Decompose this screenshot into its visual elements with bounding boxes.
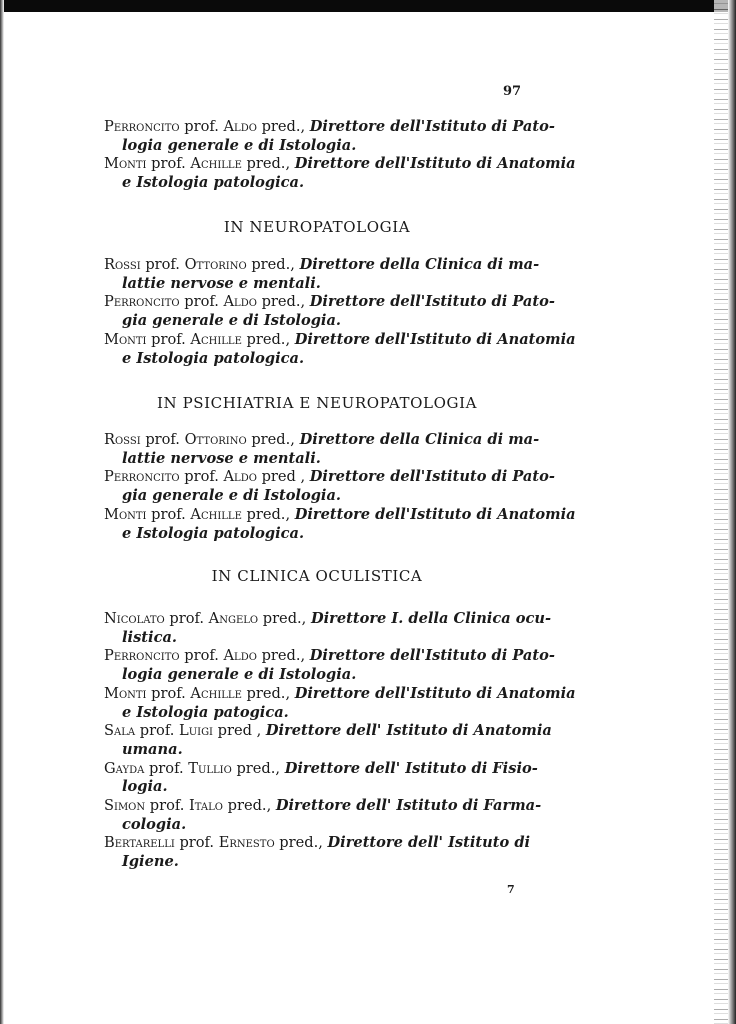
position-title: Direttore dell'Istituto di Anatomia (294, 155, 576, 173)
given-name: Ottorino (184, 256, 247, 273)
given-name: Ottorino (184, 431, 247, 448)
faculty-entry (104, 647, 555, 684)
given-name: Luigi (179, 722, 214, 740)
given-name: Tullio (188, 759, 232, 777)
surname: Monti (104, 684, 147, 702)
entry-continuation: logia. (122, 778, 168, 796)
entry-first-line (104, 797, 542, 816)
scan-top-border (0, 0, 736, 12)
given-name: Aldo (223, 293, 257, 311)
position-title: Direttore dell' Istituto di Fisio- (284, 759, 538, 777)
prof-label: prof. (151, 684, 186, 702)
prof-label: prof. (184, 647, 219, 665)
position-title: Direttore dell'Istituto di Pato- (309, 293, 555, 311)
given-name: Italo (189, 797, 223, 815)
faculty-entry (104, 155, 576, 192)
faculty-entry (104, 610, 552, 647)
entry-first-line (104, 118, 555, 137)
entry-continuation: e Istologia patologica. (122, 524, 305, 542)
entry-first-line (104, 610, 552, 629)
prof-label: prof. (184, 118, 219, 135)
entry-first-line (104, 722, 552, 741)
prof-label: prof. (151, 330, 186, 348)
pred-label: pred., (279, 834, 323, 852)
given-name: Achille (190, 155, 242, 173)
given-name: Aldo (223, 118, 257, 135)
surname: Gayda (104, 759, 145, 777)
section-clinica-oculistica (104, 610, 576, 872)
pred-label: pred., (262, 610, 307, 627)
surname: Monti (104, 505, 147, 523)
position-title: Direttore dell'Istituto di Anatomia (294, 505, 576, 523)
faculty-entry (104, 330, 576, 368)
pred-label: pred., (246, 684, 291, 702)
pred-label: pred , (261, 468, 306, 486)
surname: Rossi (104, 431, 141, 448)
entry-first-line (104, 293, 555, 312)
entry-first-line (104, 256, 540, 275)
pred-label: pred., (251, 256, 295, 273)
scan-left-edge (0, 0, 4, 1024)
given-name: Aldo (223, 468, 257, 486)
pred-label: pred., (261, 647, 306, 665)
entry-first-line (104, 505, 576, 525)
position-title: Direttore dell'Istituto di Anatomia (294, 330, 576, 348)
signature-mark: 7 (507, 883, 515, 896)
entry-first-line (104, 684, 576, 704)
section-intro (104, 118, 576, 193)
surname: Perroncito (104, 118, 180, 135)
pred-label: pred., (246, 330, 291, 348)
pred-label: pred., (261, 118, 306, 135)
faculty-entry (104, 293, 555, 330)
entry-first-line (104, 431, 540, 450)
surname: Perroncito (104, 468, 180, 486)
scan-right-shadow (728, 0, 736, 1024)
surname: Bertarelli (104, 834, 175, 852)
given-name: Aldo (223, 647, 257, 665)
faculty-entry (104, 722, 552, 759)
prof-label: prof. (139, 722, 175, 740)
heading-psichiatria: IN PSICHIATRIA E NEUROPATOLOGIA (156, 394, 478, 412)
surname: Sala (104, 722, 136, 740)
surname: Simon (104, 797, 146, 815)
given-name: Ernesto (218, 834, 275, 852)
section-neuropatologia (104, 256, 576, 368)
surname: Nicolato (104, 610, 165, 627)
entry-continuation: e Istologia patologica. (122, 174, 305, 192)
position-title: Direttore dell'Istituto di Anatomia (294, 684, 576, 702)
given-name: Angelo (208, 610, 259, 627)
pred-label: pred., (246, 505, 291, 523)
entry-continuation: umana. (122, 740, 183, 758)
entry-first-line (104, 647, 555, 666)
section-psichiatria (104, 431, 576, 543)
position-title: Direttore dell'Istituto di Pato- (309, 647, 555, 665)
entry-continuation: listica. (122, 628, 178, 646)
prof-label: prof. (179, 834, 215, 852)
entry-first-line (104, 834, 530, 853)
entry-continuation: gia generale e di Istologia. (122, 312, 341, 330)
entry-continuation: logia generale e di Istologia. (122, 136, 357, 154)
pred-label: pred., (227, 797, 272, 815)
given-name: Achille (190, 684, 242, 702)
entry-continuation: logia generale e di Istologia. (122, 666, 357, 684)
entry-continuation: lattie nervose e mentali. (122, 274, 321, 292)
entry-continuation: lattie nervose e mentali. (122, 449, 321, 467)
position-title: Direttore dell'Istituto di Pato- (309, 468, 555, 486)
position-title: Direttore dell'Istituto di Pato- (309, 118, 555, 135)
prof-label: prof. (184, 468, 219, 486)
position-title: Direttore I. della Clinica ocu- (310, 610, 552, 627)
entry-continuation: cologia. (122, 815, 187, 833)
pred-label: pred., (251, 431, 295, 448)
prof-label: prof. (151, 505, 186, 523)
pred-label: pred., (261, 293, 306, 311)
entry-first-line (104, 468, 555, 487)
prof-label: prof. (169, 610, 205, 627)
surname: Perroncito (104, 647, 180, 665)
entry-first-line (104, 155, 576, 174)
page-number: 97 (503, 84, 522, 99)
position-title: Direttore dell' Istituto di Anatomia (265, 722, 552, 740)
faculty-entry (104, 118, 555, 155)
heading-neuropatologia: IN NEUROPATOLOGIA (223, 218, 411, 236)
given-name: Achille (190, 330, 242, 348)
prof-label: prof. (148, 759, 184, 777)
faculty-entry (104, 759, 538, 797)
surname: Monti (104, 330, 147, 348)
entry-continuation: e Istologia patologica. (122, 349, 305, 367)
given-name: Achille (190, 505, 242, 523)
entry-continuation: gia generale e di Istologia. (122, 487, 341, 505)
surname: Perroncito (104, 293, 180, 311)
position-title: Direttore della Clinica di ma- (299, 256, 540, 273)
faculty-entry (104, 684, 576, 722)
faculty-entry (104, 834, 530, 871)
entry-first-line (104, 330, 576, 350)
pred-label: pred , (217, 722, 262, 740)
position-title: Direttore dell' Istituto di (327, 834, 531, 852)
faculty-entry (104, 431, 540, 468)
prof-label: prof. (151, 155, 186, 173)
pred-label: pred., (246, 155, 291, 173)
position-title: Direttore della Clinica di ma- (299, 431, 540, 448)
entry-continuation: Igiene. (122, 853, 179, 871)
prof-label: prof. (145, 256, 180, 273)
position-title: Direttore dell' Istituto di Farma- (275, 797, 542, 815)
pred-label: pred., (236, 759, 281, 777)
faculty-entry (104, 468, 555, 505)
entry-continuation: e Istologia patogica. (122, 703, 289, 721)
faculty-entry (104, 797, 542, 834)
surname: Monti (104, 155, 147, 173)
faculty-entry (104, 505, 576, 543)
prof-label: prof. (184, 293, 219, 311)
surname: Rossi (104, 256, 141, 273)
prof-label: prof. (149, 797, 185, 815)
heading-clinica-oculistica: IN CLINICA OCULISTICA (211, 567, 423, 585)
prof-label: prof. (145, 431, 180, 448)
faculty-entry (104, 256, 540, 293)
entry-first-line (104, 759, 538, 779)
